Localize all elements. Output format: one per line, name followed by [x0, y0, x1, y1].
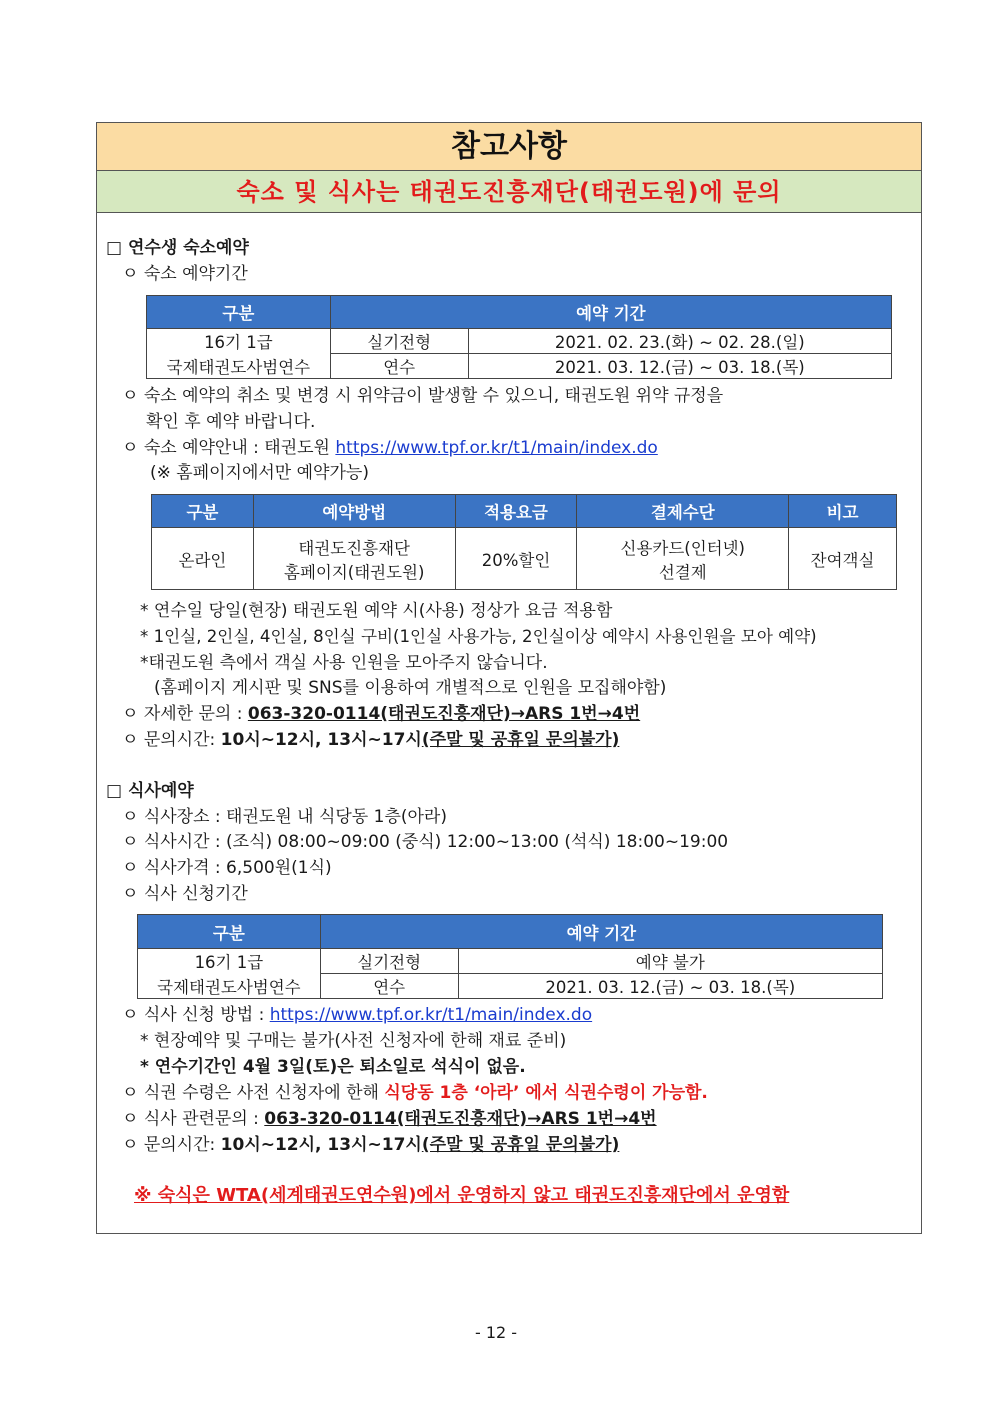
- table-cell: 2021. 03. 12.(금) ~ 03. 18.(목): [458, 974, 882, 999]
- meal-place: ㅇ 식사장소 : 태권도원 내 식당동 1층(아라): [122, 807, 447, 827]
- lodging-heading: □ 연수생 숙소예약: [106, 238, 249, 258]
- table-cell: 2021. 02. 23.(화) ~ 02. 28.(일): [468, 329, 891, 354]
- meal-note: * 현장예약 및 구매는 불가(사전 신청자에 한해 재료 준비): [140, 1031, 567, 1051]
- lodging-hours: [122, 728, 619, 752]
- table-header: 구분: [138, 915, 321, 949]
- meal-time: ㅇ 식사시간 : (조식) 08:00~09:00 (중식) 12:00~13:00 (석식) 18:00~19:00: [122, 832, 729, 852]
- table-cell: 20%할인: [455, 528, 577, 590]
- meal-inquiry-label: ㅇ 식사 관련문의 :: [122, 1109, 265, 1129]
- lodging-hours-label: ㅇ 문의시간:: [122, 730, 221, 750]
- meal-ticket: [122, 1081, 708, 1105]
- table-cell: 잔여객실: [789, 528, 897, 590]
- reservation-guide-label: ㅇ 숙소 예약안내 : 태권도원: [122, 438, 336, 458]
- page-subtitle: 숙소 및 식사는 태권도진흥재단(태권도원)에 문의: [97, 171, 921, 213]
- lodging-note: * 연수일 당일(현장) 태권도원 예약 시(사용) 정상가 요금 적용함: [140, 601, 613, 621]
- meal-apply-link[interactable]: https://www.tpf.or.kr/t1/main/index.do: [269, 1005, 593, 1025]
- table-header: 구분: [152, 495, 254, 528]
- meals-heading: □ 식사예약: [106, 781, 194, 801]
- meal-hours-label: ㅇ 문의시간:: [122, 1135, 221, 1155]
- meal-hours-value: 10시~12시, 13시~17시: [220, 1135, 422, 1155]
- reservation-guide-note: (※ 홈페이지에서만 예약가능): [150, 463, 369, 483]
- table-header: 예약 기간: [320, 915, 882, 949]
- meal-apply-method-label: ㅇ 식사 신청 방법 :: [122, 1005, 270, 1025]
- table-cell: 국제태권도사범연수: [138, 974, 321, 999]
- meal-ticket-location: 식당동 1층 ‘아라’ 에서 식권수령이 가능함.: [384, 1083, 708, 1103]
- method-line: 홈페이지(태권도원): [284, 562, 425, 582]
- lodging-inquiry-label: ㅇ 자세한 문의 :: [122, 704, 248, 724]
- reservation-method-table: [151, 494, 897, 590]
- table-header: 구분: [147, 296, 331, 329]
- lodging-note: *태권도원 측에서 객실 사용 인원을 모아주지 않습니다.: [140, 653, 548, 673]
- table-cell: 실기전형: [320, 949, 458, 974]
- lodging-hours-value: 10시~12시, 13시~17시: [220, 730, 422, 750]
- lodging-note: * 1인실, 2인실, 4인실, 8인실 구비(1인실 사용가능, 2인실이상 예약시 사용인원을 모아 예약): [140, 627, 817, 646]
- table-header: 비고: [789, 495, 897, 528]
- payment-line: 신용카드(인터넷): [620, 538, 745, 558]
- meal-apply-method: [122, 1003, 592, 1027]
- table-header: 예약방법: [253, 495, 455, 528]
- table-cell: 실기전형: [330, 329, 468, 354]
- table-header: 적용요금: [455, 495, 577, 528]
- cancel-notice-cont: 확인 후 예약 바랍니다.: [146, 412, 316, 432]
- table-cell: 2021. 03. 12.(금) ~ 03. 18.(목): [468, 354, 891, 379]
- lodging-period-table: [146, 295, 892, 379]
- table-header: 예약 기간: [330, 296, 891, 329]
- table-cell: 16기 1급: [138, 949, 321, 974]
- page-number: - 12 -: [474, 1323, 518, 1342]
- table-header: 결제수단: [577, 495, 789, 528]
- meal-note-bold: * 연수기간인 4월 3일(토)은 퇴소일로 석식이 없음.: [140, 1057, 526, 1077]
- table-cell: 16기 1급: [147, 329, 331, 354]
- meal-inquiry-phone: 063-320-0114(태권도진흥재단)→ARS 1번→4번: [264, 1109, 657, 1129]
- table-cell: 국제태권도사범연수: [147, 354, 331, 379]
- meal-price: ㅇ 식사가격 : 6,500원(1식): [122, 858, 332, 878]
- method-line: 태권도진흥재단: [298, 538, 410, 558]
- table-cell: 연수: [330, 354, 468, 379]
- table-cell: 예약 불가: [458, 949, 882, 974]
- lodging-hours-note: (주말 및 공휴일 문의불가): [421, 730, 620, 750]
- meal-apply-period: ㅇ 식사 신청기간: [122, 884, 248, 904]
- meal-period-table: [137, 914, 883, 999]
- meal-ticket-label: ㅇ 식권 수령은 사전 신청자에 한해: [122, 1083, 385, 1103]
- payment-line: 선결제: [658, 562, 707, 582]
- table-cell: [253, 528, 455, 590]
- meal-inquiry: [122, 1107, 657, 1131]
- table-cell: [577, 528, 789, 590]
- lodging-inquiry: [122, 702, 640, 726]
- table-cell: 연수: [320, 974, 458, 999]
- cancel-notice: ㅇ 숙소 예약의 취소 및 변경 시 위약금이 발생할 수 있으니, 태권도원 위약 규정을: [122, 386, 724, 406]
- lodging-note: (홈페이지 게시판 및 SNS를 이용하여 개별적으로 인원을 모집해야함): [154, 678, 667, 698]
- meal-hours: [122, 1133, 619, 1157]
- lodging-inquiry-phone: 063-320-0114(태권도진흥재단)→ARS 1번→4번: [247, 704, 641, 724]
- footer-operation-note: ※ 숙식은 WTA(세계태권도연수원)에서 운영하지 않고 태권도진흥재단에서 운영함: [134, 1185, 790, 1206]
- lodging-period-label: ㅇ 숙소 예약기간: [122, 264, 248, 284]
- reservation-link[interactable]: https://www.tpf.or.kr/t1/main/index.do: [335, 438, 658, 458]
- meal-hours-note: (주말 및 공휴일 문의불가): [421, 1135, 620, 1155]
- reservation-guide: [122, 436, 658, 460]
- page-title: 참고사항: [97, 123, 921, 171]
- table-cell: 온라인: [152, 528, 254, 590]
